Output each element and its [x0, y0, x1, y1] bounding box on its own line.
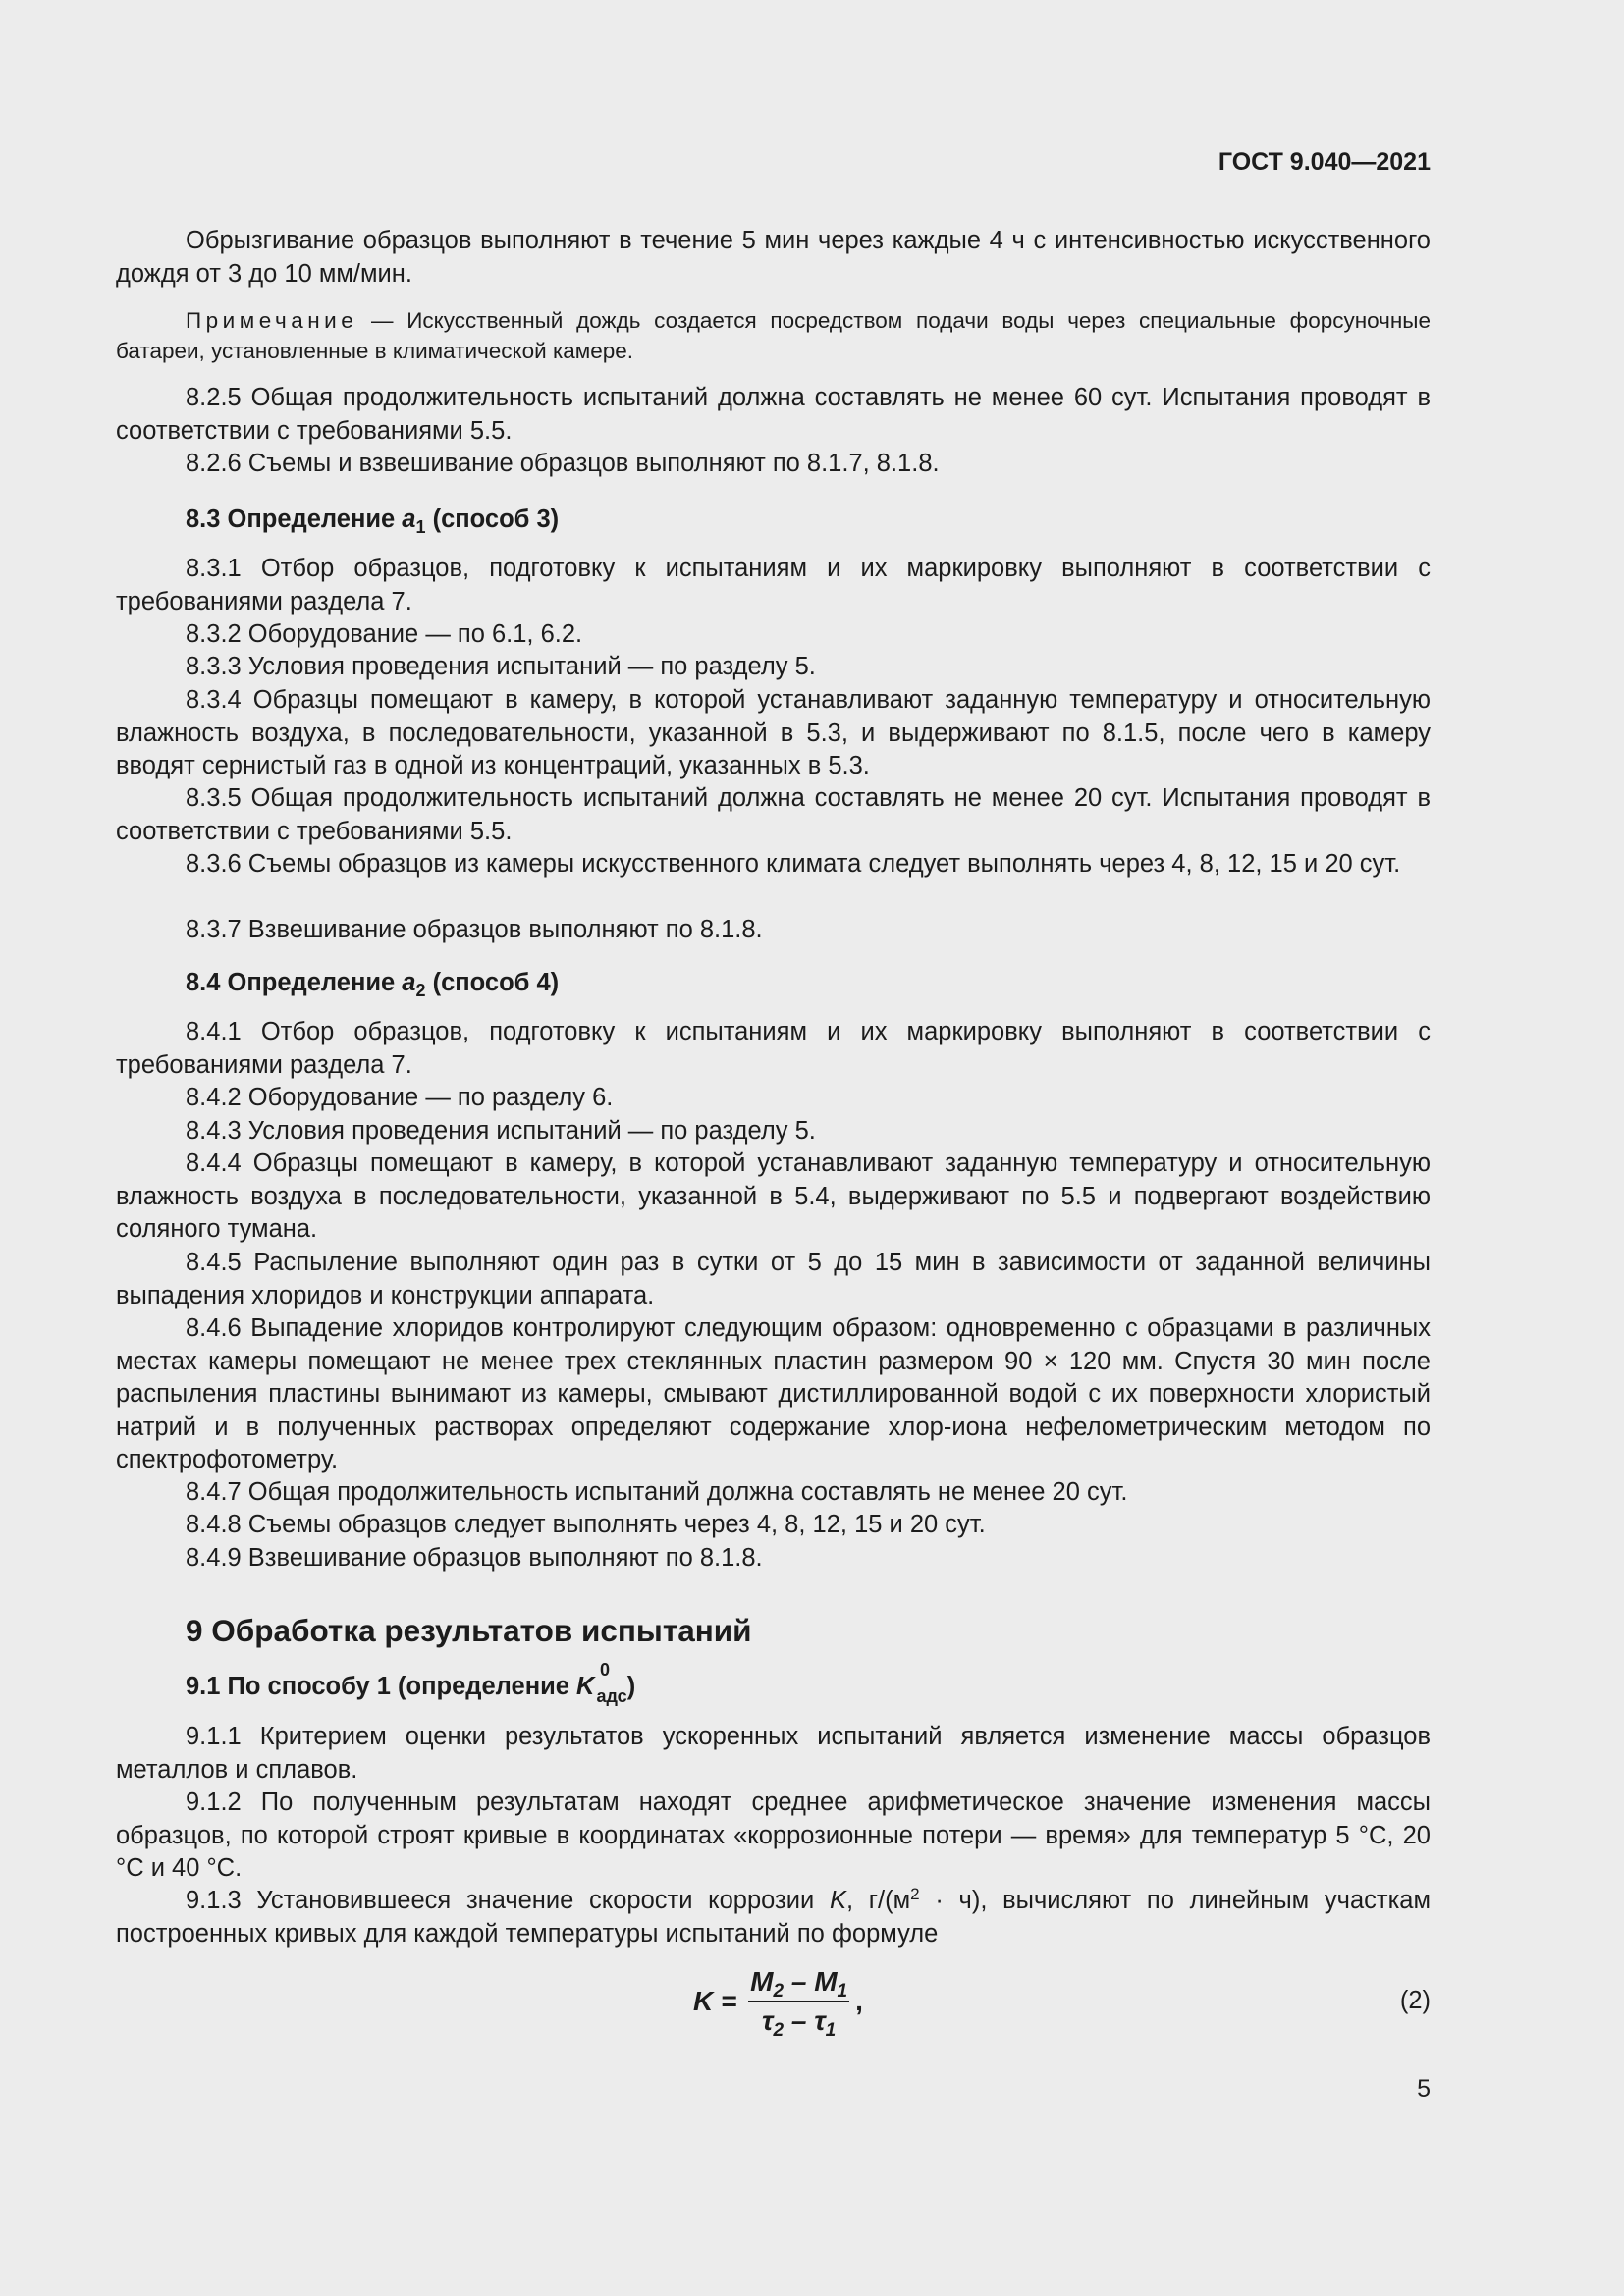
paragraph-9-1-2: 9.1.2 По полученным результатам находят среднее арифметическое значение изменения массы образцов, по которой строят кривые в координатах «коррозионные потери — время» для температур 5 °C, 20 °C и 40 °C.	[116, 1789, 1431, 1882]
formula-numerator	[748, 1966, 849, 2002]
heading-9-1-sup: 0	[600, 1660, 611, 1680]
formula-2	[693, 1966, 863, 2041]
paragraph-9-1-3-var: K	[829, 1887, 846, 1914]
paragraph-8-4-6: 8.4.6 Выпадение хлоридов контролируют следующим образом: одновременно с образцами в различных местах камеры помещают не менее трех стеклянных пластин размером 90 × 120 мм. Спустя 30 мин после распыления пластины вынимают из камеры, смывают дистиллированной водой с их поверхности хлористый натрий и в полученных растворах определяют содержание хлор-иона нефелометрическим методом по спектрофотометру.	[116, 1314, 1431, 1473]
symbol-k-ads	[576, 1660, 627, 1706]
document-page	[116, 0, 1431, 2296]
formula-den-b: τ	[814, 2005, 826, 2036]
equation-number: (2)	[1399, 1987, 1431, 2014]
heading-8-4-suffix: (способ 4)	[425, 969, 560, 996]
heading-9-1-suffix: )	[626, 1673, 636, 1700]
paragraph-9-1-1: 9.1.1 Критерием оценки результатов ускоренных испытаний является изменение массы образцов металлов и сплавов.	[116, 1723, 1431, 1784]
formula-comma: ,	[855, 1986, 863, 2016]
formula-num-b-sub: 1	[837, 1981, 848, 2002]
formula-num-a-sub: 2	[773, 1981, 785, 2002]
formula-num-op: –	[784, 1966, 815, 1997]
formula-num-a: M	[750, 1966, 774, 1997]
paragraph-8-3-1: 8.3.1 Отбор образцов, подготовку к испытаниям и их маркировку выполняют в соответствии с требованиями раздела 7.	[116, 555, 1431, 615]
heading-9-1-var: K	[576, 1673, 595, 1700]
paragraph-8-3-3: 8.3.3 Условия проведения испытаний — по разделу 5.	[186, 653, 816, 680]
heading-8-4	[186, 969, 560, 1000]
paragraph-8-4-1: 8.4.1 Отбор образцов, подготовку к испытаниям и их маркировку выполняют в соответствии с требованиями раздела 7.	[116, 1018, 1431, 1079]
formula-num-b: M	[814, 1966, 838, 1997]
paragraph-8-4-9: 8.4.9 Взвешивание образцов выполняют по 8.1.8.	[186, 1544, 763, 1572]
paragraph-8-2-5: 8.2.5 Общая продолжительность испытаний должна составлять не менее 60 сут. Испытания проводят в соответствии с требованиями 5.5.	[116, 384, 1431, 445]
page-number: 5	[1417, 2075, 1431, 2103]
document-code-header: ГОСТ 9.040—2021	[1218, 148, 1431, 176]
paragraph-8-2-6: 8.2.6 Съемы и взвешивание образцов выполняют по 8.1.7, 8.1.8.	[186, 450, 940, 477]
formula-denominator	[762, 2002, 837, 2041]
paragraph-8-4-2: 8.4.2 Оборудование — по разделу 6.	[186, 1084, 614, 1111]
heading-8-4-prefix: 8.4 Определение	[186, 969, 403, 996]
paragraph-spraying: Обрызгивание образцов выполняют в течение 5 мин через каждые 4 ч с интенсивностью искусственного дождя от 3 до 10 мм/мин.	[116, 227, 1431, 288]
formula-equals: =	[713, 1986, 745, 2016]
heading-8-3-sub: 1	[415, 517, 426, 537]
paragraph-9-1-3-pow: 2	[910, 1885, 920, 1903]
paragraph-9-1-3-c: · ч), вычисляют по линейным участкам построенных кривых для каждой температуры испытаний по формуле	[116, 1887, 1432, 1948]
heading-9-1-prefix: 9.1 По способу 1 (определение	[186, 1673, 577, 1700]
heading-8-3	[186, 506, 560, 537]
paragraph-8-3-4: 8.3.4 Образцы помещают в камеру, в которой устанавливают заданную температуру и относительную влажность воздуха, в последовательности, указанной в 5.3, и выдерживают по 8.1.5, после чего в камеру вводят сернистый газ в одной из концентраций, указанных в 5.3.	[116, 686, 1431, 779]
paragraph-9-1-3-b: , г/(м	[845, 1887, 911, 1914]
paragraph-8-4-5: 8.4.5 Распыление выполняют один раз в сутки от 5 до 15 мин в зависимости от заданной величины выпадения хлоридов и конструкции аппарата.	[116, 1249, 1431, 1309]
paragraph-8-4-3: 8.4.3 Условия проведения испытаний — по разделу 5.	[186, 1117, 816, 1145]
formula-den-b-sub: 1	[825, 2020, 837, 2041]
paragraph-8-4-7: 8.4.7 Общая продолжительность испытаний должна составлять не менее 20 сут.	[186, 1478, 1128, 1506]
paragraph-8-3-2: 8.3.2 Оборудование — по 6.1, 6.2.	[186, 620, 583, 648]
heading-8-3-var: a	[402, 506, 416, 533]
formula-lhs: K	[693, 1986, 714, 2016]
heading-8-3-suffix: (способ 3)	[425, 506, 560, 533]
paragraph-8-3-6: 8.3.6 Съемы образцов из камеры искусственного климата следует выполнять через 4, 8, 12, 15 и 20 сут.	[186, 850, 1401, 878]
note-text: — Искусственный дождь создается посредством подачи воды через специальные форсуночные батареи, установленные в климатической камере.	[116, 308, 1431, 363]
paragraph-8-3-7: 8.3.7 Взвешивание образцов выполняют по 8.1.8.	[186, 916, 763, 943]
note-label: Примечание	[186, 308, 358, 333]
heading-8-4-var: a	[402, 969, 416, 996]
formula-fraction	[748, 1966, 849, 2041]
paragraph-8-3-5: 8.3.5 Общая продолжительность испытаний должна составлять не менее 20 сут. Испытания проводят в соответствии с требованиями 5.5.	[116, 784, 1431, 845]
note	[116, 305, 1431, 366]
formula-den-op: –	[784, 2005, 815, 2036]
paragraph-9-1-3-a: 9.1.3 Установившееся значение скорости коррозии	[186, 1887, 830, 1914]
heading-8-3-prefix: 8.3 Определение	[186, 506, 403, 533]
paragraph-8-4-8: 8.4.8 Съемы образцов следует выполнять через 4, 8, 12, 15 и 20 сут.	[186, 1511, 986, 1538]
section-heading-9: 9 Обработка результатов испытаний	[186, 1613, 752, 1648]
heading-9-1	[186, 1660, 636, 1706]
formula-den-a: τ	[762, 2005, 774, 2036]
paragraph-8-4-4: 8.4.4 Образцы помещают в камеру, в которой устанавливают заданную температуру и относительную влажность воздуха в последовательности, указанной в 5.4, выдерживают по 5.5 и подвергают воздействию соляного тумана.	[116, 1149, 1431, 1243]
formula-den-a-sub: 2	[773, 2020, 785, 2041]
heading-8-4-sub: 2	[415, 981, 426, 1000]
paragraph-9-1-3	[116, 1885, 1431, 1950]
heading-9-1-sub: адс	[596, 1686, 627, 1706]
